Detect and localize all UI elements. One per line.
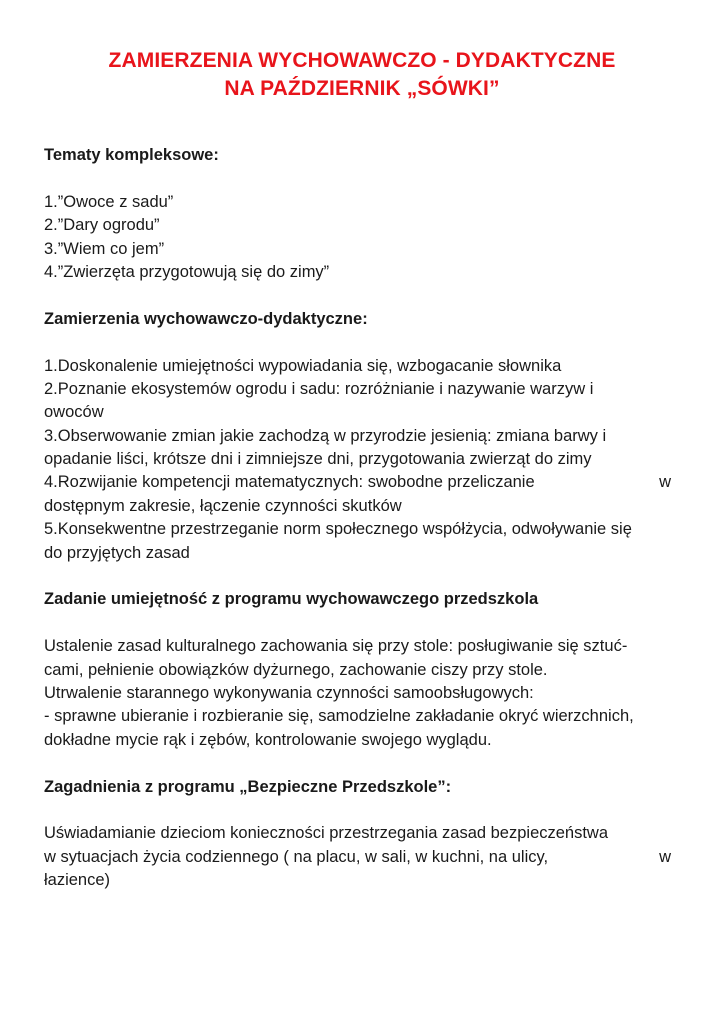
title-line-2: NA PAŹDZIERNIK „SÓWKI” <box>224 77 500 100</box>
document-body <box>44 144 684 893</box>
goal-line: opadanie liści, krótsze dni i zimniejsze dni, przygotowania zwierząt do zimy <box>44 450 592 469</box>
task-line: dokładne mycie rąk i zębów, kontrolowanie swojego wyglądu. <box>44 730 492 749</box>
page-title <box>0 47 724 103</box>
topic-item: 1.”Owoce z sadu” <box>44 192 174 211</box>
goal-line: 1.Doskonalenie umiejętności wypowiadania się, wzbogacanie słownika <box>44 356 562 375</box>
section-heading-goals: Zamierzenia wychowawczo-dydaktyczne: <box>44 309 368 328</box>
goal-line: 5.Konsekwentne przestrzeganie norm społecznego współżycia, odwoływanie się <box>44 520 632 539</box>
task-line: cami, pełnienie obowiązków dyżurnego, zachowanie ciszy przy stole. <box>44 660 548 679</box>
task-line: Utrwalenie starannego wykonywania czynności samoobsługowych: <box>44 683 534 702</box>
safety-line: łazience) <box>44 871 111 890</box>
task-line: Ustalenie zasad kulturalnego zachowania się przy stole: posługiwanie się sztuć- <box>44 637 628 656</box>
title-line-1: ZAMIERZENIA WYCHOWAWCZO - DYDAKTYCZNE <box>108 49 616 72</box>
goal-line: 2.Poznanie ekosystemów ogrodu i sadu: rozróżnianie i nazywanie warzyw i <box>44 379 594 398</box>
section-heading-topics: Tematy kompleksowe: <box>44 146 219 164</box>
section-heading-safety: Zagadnienia z programu „Bezpieczne Przedszkole”: <box>44 777 452 796</box>
safety-line-part: w <box>659 847 671 866</box>
safety-line: Uświadamianie dzieciom konieczności przestrzegania zasad bezpieczeństwa <box>44 824 609 843</box>
goal-line: do przyjętych zasad <box>44 543 190 562</box>
safety-line-split <box>44 846 671 869</box>
goal-line-split <box>44 471 671 494</box>
goal-line: owoców <box>44 403 104 422</box>
topic-item: 2.”Dary ogrodu” <box>44 216 160 235</box>
task-line: - sprawne ubieranie i rozbieranie się, samodzielne zakładanie okryć wierzchnich, <box>44 707 634 726</box>
topic-item: 4.”Zwierzęta przygotowują się do zimy” <box>44 262 330 281</box>
goal-line-part: 4.Rozwijanie kompetencji matematycznych: swobodne przeliczanie <box>44 473 535 492</box>
goal-line: 3.Obserwowanie zmian jakie zachodzą w przyrodzie jesienią: zmiana barwy i <box>44 426 607 445</box>
goal-line-part: w <box>659 473 671 492</box>
safety-line-part: w sytuacjach życia codziennego ( na placu, w sali, w kuchni, na ulicy, <box>44 847 549 866</box>
section-heading-task: Zadanie umiejętność z programu wychowawczego przedszkola <box>44 590 539 609</box>
topic-item: 3.”Wiem co jem” <box>44 239 165 258</box>
goal-line: dostępnym zakresie, łączenie czynności skutków <box>44 496 402 515</box>
